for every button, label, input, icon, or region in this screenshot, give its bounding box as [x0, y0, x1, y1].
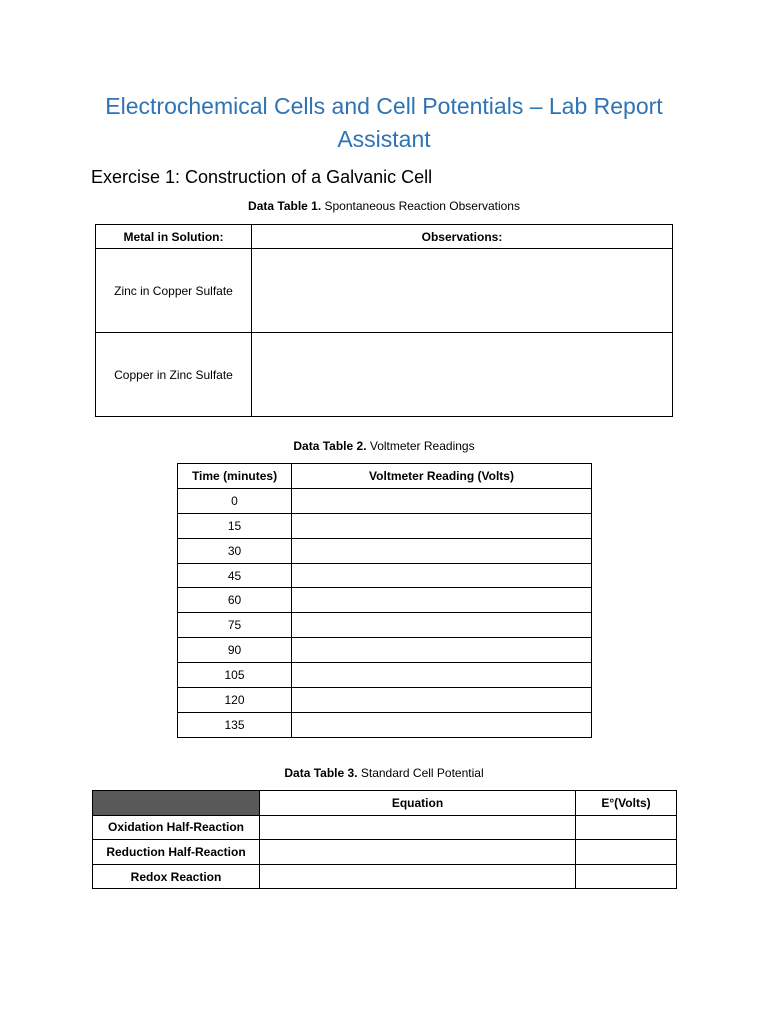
- equation-cell[interactable]: [260, 864, 576, 889]
- table2-header-time: Time (minutes): [178, 464, 292, 489]
- reading-cell[interactable]: [292, 663, 592, 688]
- table1-row-label: Zinc in Copper Sulfate: [96, 249, 252, 333]
- table3-row-label: Redox Reaction: [93, 864, 260, 889]
- potential-cell[interactable]: [576, 864, 677, 889]
- reading-cell[interactable]: [292, 513, 592, 538]
- reading-cell[interactable]: [292, 613, 592, 638]
- table-row: [93, 864, 677, 889]
- table1-caption-label: Data Table 1.: [248, 199, 322, 213]
- table-row: [178, 488, 592, 513]
- table2-header-reading: Voltmeter Reading (Volts): [292, 464, 592, 489]
- table1-header-metal: Metal in Solution:: [96, 225, 252, 249]
- title-line-2: Assistant: [337, 126, 431, 152]
- table-row: [93, 815, 677, 840]
- table3-header-equation: Equation: [260, 791, 576, 816]
- table-row: [178, 538, 592, 563]
- time-cell: 45: [178, 563, 292, 588]
- table-row: [96, 249, 673, 333]
- table-row: [178, 513, 592, 538]
- table2-caption-label: Data Table 2.: [293, 439, 367, 453]
- time-cell: 60: [178, 588, 292, 613]
- time-cell: 30: [178, 538, 292, 563]
- title-line-1: Electrochemical Cells and Cell Potentials – Lab Report: [105, 93, 663, 119]
- reading-cell[interactable]: [292, 712, 592, 737]
- table3-row-label: Reduction Half-Reaction: [93, 840, 260, 865]
- observation-cell[interactable]: [252, 249, 673, 333]
- table-row: [178, 563, 592, 588]
- table1-header-observations: Observations:: [252, 225, 673, 249]
- time-cell: 105: [178, 663, 292, 688]
- reading-cell[interactable]: [292, 588, 592, 613]
- potential-cell[interactable]: [576, 840, 677, 865]
- time-cell: 135: [178, 712, 292, 737]
- document-title: [0, 90, 768, 156]
- reading-cell[interactable]: [292, 538, 592, 563]
- table-row: [178, 688, 592, 713]
- reading-cell[interactable]: [292, 638, 592, 663]
- reading-cell[interactable]: [292, 488, 592, 513]
- equation-cell[interactable]: [260, 815, 576, 840]
- potential-cell[interactable]: [576, 815, 677, 840]
- standard-cell-potential-table: [92, 790, 677, 889]
- observation-cell[interactable]: [252, 333, 673, 417]
- table-row: [178, 613, 592, 638]
- table1-row-label: Copper in Zinc Sulfate: [96, 333, 252, 417]
- table2-caption-text: Voltmeter Readings: [366, 439, 475, 453]
- table-row: [93, 840, 677, 865]
- table3-row-label: Oxidation Half-Reaction: [93, 815, 260, 840]
- time-cell: 120: [178, 688, 292, 713]
- table-row: [178, 638, 592, 663]
- table2-caption: [0, 438, 768, 454]
- exercise-heading: Exercise 1: Construction of a Galvanic Cell: [91, 167, 433, 187]
- table3-caption: [0, 765, 768, 781]
- time-cell: 75: [178, 613, 292, 638]
- time-cell: 15: [178, 513, 292, 538]
- table3-header-blank: [93, 791, 260, 816]
- table3-caption-text: Standard Cell Potential: [357, 766, 484, 780]
- reading-cell[interactable]: [292, 688, 592, 713]
- table3-caption-label: Data Table 3.: [284, 766, 358, 780]
- table3-header-potential: E°(Volts): [576, 791, 677, 816]
- table-row: [96, 333, 673, 417]
- table1-caption-text: Spontaneous Reaction Observations: [321, 199, 520, 213]
- table-row: [178, 663, 592, 688]
- reading-cell[interactable]: [292, 563, 592, 588]
- table1-caption: [0, 198, 768, 214]
- spontaneous-reaction-table: [95, 224, 673, 417]
- voltmeter-readings-table: [177, 463, 592, 738]
- time-cell: 0: [178, 488, 292, 513]
- table-row: [178, 712, 592, 737]
- time-cell: 90: [178, 638, 292, 663]
- table-row: [178, 588, 592, 613]
- equation-cell[interactable]: [260, 840, 576, 865]
